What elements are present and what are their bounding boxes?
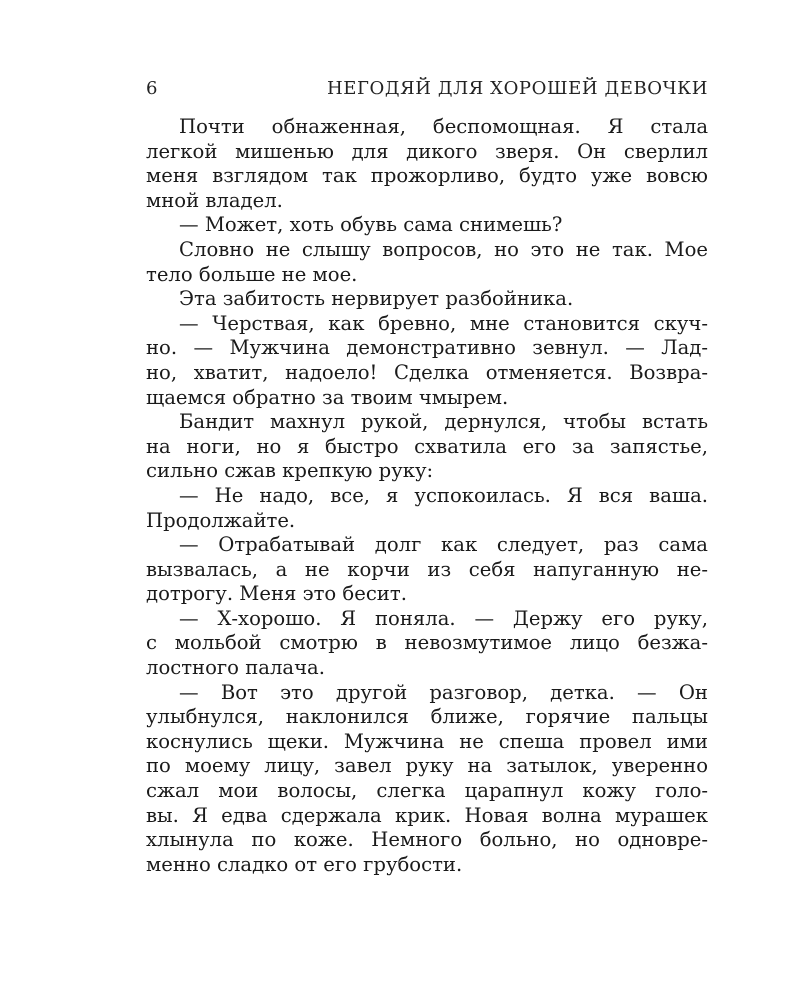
page-number: 6 [146,78,158,99]
book-title: НЕГОДЯЙ ДЛЯ ХОРОШЕЙ ДЕВОЧКИ [326,78,708,99]
paragraph [146,115,708,213]
text-line: менно сладко от его грубости. [146,852,463,876]
text-line: — Отрабатывай долг как следует, раз сама [179,533,708,557]
text-line: улыбнулся, наклонился ближе, горячие пальцы [146,705,708,729]
text-line: меня взглядом так прожорливо, будто уже вовсю [146,164,708,188]
text-line: сжал мои волосы, слегка царапнул кожу голо- [146,779,708,803]
paragraph [146,287,708,312]
text-line: тело больше не мое. [146,262,358,286]
body-text [146,115,708,877]
text-line: — Вот это другой разговор, детка. — Он [179,680,708,704]
text-line: дотрогу. Меня это бесит. [146,582,407,606]
text-line: на ноги, но я быстро схватила его за запястье, [146,434,708,458]
text-line: Почти обнаженная, беспомощная. Я стала [179,115,708,138]
text-line: вызвалась, а не корчи из себя напуганную не- [146,557,708,581]
paragraph [146,607,708,681]
paragraph [146,484,708,533]
paragraph [146,238,708,287]
text-line: по моему лицу, завел руку на затылок, уверенно [146,754,708,778]
text-line: хлынула по коже. Немного больно, но одновре- [146,828,708,852]
text-line: Словно не слышу вопросов, но это не так. Мое [179,237,708,261]
text-line: мной владел. [146,188,283,212]
text-line: с мольбой смотрю в невозмутимое лицо безжа- [146,631,708,655]
paragraph [146,410,708,484]
paragraph [146,681,708,878]
text-line: щаемся обратно за твоим чмырем. [146,385,509,409]
text-line: — Не надо, все, я успокоилась. Я вся ваша. [179,483,708,507]
text-line: лостного палача. [146,656,325,680]
text-line: — Может, хоть обувь сама снимешь? [179,213,563,237]
paragraph [146,213,708,238]
text-line: Продолжайте. [146,508,296,532]
text-line: Эта забитость нервирует разбойника. [179,287,574,311]
text-line: но. — Мужчина демонстративно зевнул. — Лад- [146,336,708,360]
text-line: но, хватит, надоело! Сделка отменяется. Возвра- [146,360,708,384]
paragraph [146,533,708,607]
text-line: коснулись щеки. Мужчина не спеша провел ими [146,729,708,753]
text-line: легкой мишенью для дикого зверя. Он сверлил [146,139,708,163]
text-line: — Х-хорошо. Я поняла. — Держу его руку, [179,606,708,630]
text-line: сильно сжав крепкую руку: [146,459,434,483]
paragraph [146,312,708,410]
text-line: вы. Я едва сдержала крик. Новая волна мурашек [146,803,708,827]
running-head [146,74,708,104]
text-line: Бандит махнул рукой, дернулся, чтобы встать [179,410,708,434]
text-line: — Черствая, как бревно, мне становится скуч- [179,311,708,335]
